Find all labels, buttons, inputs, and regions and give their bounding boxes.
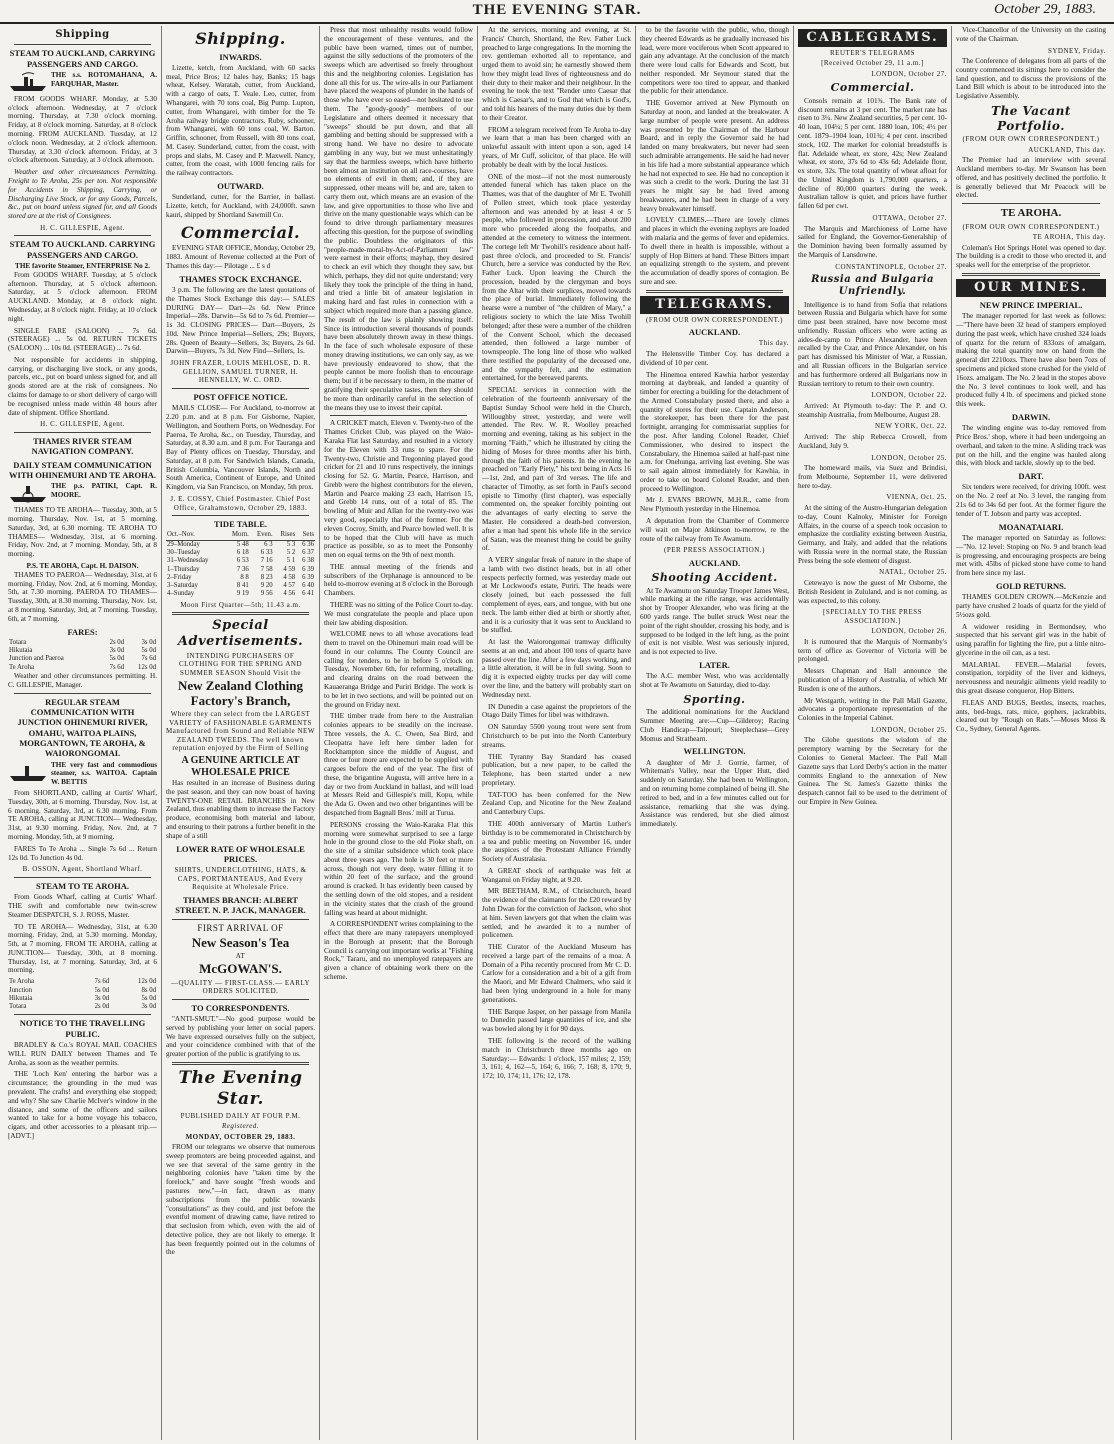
arrived-plymouth: Arrived: At Plymouth to-day: The P. and O. steamship Australia, from Melbourne, August 28.	[798, 401, 947, 419]
tide-row	[166, 582, 315, 590]
te-aroha-sub: (FROM OUR OWN CORRESPONDENT.)	[962, 222, 1100, 231]
special-line: [SPECIALLY TO THE PRESS ASSOCIATION.]	[822, 608, 923, 625]
hinemoa-kawhia: The Hinemoa entered Kawhia harbor yesterday morning at daybreak, and landed a quantity of timber for erecting a building for the detachment of the Armed Constabulary posted there, and also a quantity of stores for their use. Captain Anderson, the storekeeper, has been there for the past fortnight, arranging for commissariat supplies for the post. After landing Colonel Reader, Chief Commissioner, who desired to inspect the Constabulary, the Hinemoa sailed at half-past nine a.m. for Onehunga, arriving last evening. She was to sail again almost immediately for Kawhia, in order to take on board Colonel Reader, and then proceed to Wellington.	[640, 370, 789, 493]
ottawa-dateline: OTTAWA, October 27.	[872, 214, 947, 223]
later-text: The A.C. member West, who was accidentally shot at Te Awamutu on Saturday, died to-day.	[640, 672, 789, 690]
auckland-dateline: AUCKLAND, This day.	[1028, 145, 1106, 154]
enterprise-fares: SINGLE FARE (SALOON) ... 7s 6d. (STEERAGE) ... 5s 0d. RETURN TICKETS (SALOON) ... 10s 0d. (STEERAGE) ... 7s 6d.	[8, 326, 157, 353]
clothing-factory-title: New Zealand Clothing Factory's Branch,	[178, 678, 303, 708]
table-cell: 3s 0d	[141, 638, 156, 646]
te-aroha-timetable: THAMES TO PAEROA— Wednesday, 31st, at 6 morning. Friday, Nov. 2nd, at 6 morning. Monday, 5th, at 7.30 morning. PAEROA TO THAMES— Tuesday, 30th, at 8.30 morning. Thursday, Nov. 1st, at 8 morning. Saturday, 3rd, at 7 morning. Tuesday, 6th, at 7 morning.	[8, 570, 157, 623]
table-cell: 3s 0d	[141, 1003, 156, 1011]
patiki-timetable: THAMES TO TE AROHA— Tuesday, 30th, at 5 morning. Thursday, Nov. 1st, at 5 morning. Saturday, 3rd, at 6.30 morning. TE AROHA TO THAMES— Wednesday, 31st, at 6 morning. Friday, Nov. 2nd, at 7 morning. Monday, 5th, at 8 morning.	[8, 506, 157, 559]
masthead	[0, 0, 1114, 24]
tea-first-arrival: FIRST ARRIVAL OF	[197, 922, 284, 933]
russia-bulgaria-heading: Russia and Bulgaria Unfriendly.	[811, 274, 934, 298]
london-dateline-4: LONDON, October 26.	[871, 627, 947, 636]
table-cell: 6 37	[302, 548, 314, 556]
column-7	[952, 26, 1110, 1440]
reuter-line: REUTER'S TELEGRAMS	[830, 48, 915, 57]
tide-column-header: Even.	[250, 531, 274, 540]
vienna-text: At the sitting of the Austro-Hungarian delegation to-day, Count Kalnoky, Minister for Foreign Affairs, in the course of a speech took occasion to emphasize the cordiality existing between Austria, Germany, and Italy, and added that the relations with Russia were in the normal state, the Russian Press being the sole element of disgust.	[798, 503, 947, 565]
agent-signature: H. C. GILLESPIE, Agent.	[40, 420, 125, 429]
fare-row	[8, 655, 157, 663]
rotomahana-timetable: FROM GOODS WHARF. Monday, at 5.30 o'clock afternoon. Wednesday, at 7 o'clock morning. Thursday, at 7.30 o'clock morning. Friday, at 8 o'clock morning. Saturday, at 8 o'clock morning. FROM AUCKLAND. Tuesday, at 12 o'clock noon. Wednesday, at 2 o'clock afternoon. Thursday, at 3.30 o'clock afternoon. Friday, at 3 o'clock afternoon. Saturday, at 3 o'clock afternoon.	[8, 94, 157, 165]
funeral: ONE of the most—if not the most numerously attended funeral which has taken place on the Thames, was that of the daughter of Mr E. Twohill of Pollen street, which took place yesterday afternoon and was attended by at least 4 or 5 people, who followed in procession, and about 200 more who proceeded along the footpaths, and attended at the cemetery to witness the interment. The cortege left Mr Twohill's residence about half-past three o'clock, and proceeded to St. Francis' Church, here a service was conducted by the Rev. Father Luck. Upon leaving the Church the procession, headed by the clergyman and boys from the Altar with their surplices, moved towards the place of burial. Immediately following the hearse were a number of "the children of Mary," a religious society to which the late Miss Twohill belonged; after these were a number of the children of the Convent School, which the deceased attended, then followed a large number of townspeople. The long line of those who walked there testified the popularity of the deceased one, and the sympathy felt, and the estimation entertained, for the bereaved parents.	[482, 172, 631, 383]
divider	[14, 693, 151, 694]
barque-jasper: THE Barque Jasper, on her passage from Manila to Dunedin passed large quantities of ice, and she was bowled along by it for 90 days.	[482, 1007, 631, 1034]
table-cell: 5s 0d	[141, 647, 156, 655]
table-cell: 8 8	[240, 573, 249, 581]
table-cell: 7 36	[236, 565, 249, 573]
table-cell: 3s 0d	[109, 647, 125, 655]
shipping-heading: Shipping.	[195, 29, 286, 48]
paddle-steamer-icon	[8, 482, 48, 504]
table-cell: 6 39	[302, 573, 314, 581]
despatch-heading: STEAM TO TE AROHA.	[35, 880, 130, 891]
globe-text: The Globe questions the wisdom of the peremptory warning by the Secretary for the Colonies to General Macleer. The Pall Mall Gazette says that Lord Derby's action in the matter commits England to the annexation of New Guinea. The St. James's Gazette thinks the despatch cannot fail to be used to the detriment of our Empire in New Guinea.	[798, 736, 947, 806]
enterprise-note: Not responsible for accidents in shipping, carrying, or discharging live stock, or any goods, parcels, etc., put on board unless signed for, and all goods stored are at the risk of consignees. No claims for damage to or short delivery of cargo will be recognised unless made within 48 hours after date of shipment. Office Shortland.	[8, 355, 157, 417]
divider	[172, 1062, 309, 1065]
table-cell: 6 18	[236, 548, 249, 556]
trout: ON Saturday 5500 young trout were sent from Christchurch to be put into the North Canterbury streams.	[482, 723, 631, 749]
table-cell: 6 53	[236, 557, 249, 565]
table-cell: 5s 0d	[141, 994, 156, 1002]
table-cell: 30–Tuesday	[167, 548, 200, 556]
natal-dateline: NATAL, October 25.	[879, 568, 947, 577]
npi-heading: NEW PRINCE IMPERIAL.	[979, 299, 1083, 310]
baptist-anniversary: SPECIAL services in connection with the celebration of the fourteenth anniversary of the Baptist Sunday School were held in the Church, Willoughby street, yesterday, and were well attended. The Rev. W. R. Woolley preached morning and evening, taking as his subject in the morning "Faith," which he illustrated by citing the hiding of Moses for three months after his birth, through the faith of his parents. In the evening he preached on "Early Piety," his text being in Acts 16—1st, 2nd, and part of 3rd verses. The life and character of Timothy, as set forth in Paul's second epistle to Timothy (first chapter), was especially commented on, the speaker forcibly pointing out the advantages of early electing to serve the Master. He considered a death-bed conversion, after a man had spent his whole life in the service of Satan, was the meanest thing he could be guilty of.	[482, 386, 631, 553]
inwards-list: Lizette, ketch, from Auckland, with 60 sacks meal, Price Bros; 12 bales hay, Banks; 15 bags wheat, Kelsey. Waratah, cutter, from Auckland, with a cargo of oats, T. Veale. Leo, cutter, from Whangarei, with 70 tons coal, Big Pump. Lupton, cutter, from Whangarei, with timber for the Te Aroha railway bridge contractors. Ruby, schooner, from Whangarei, with 60 tons coal, W. Barton. Griffin, schooner, from Russell, with 80 tons coal, M. Casey. Sunderland, cutter, from the coast, with props and slabs, M. Casey and P. Maxwell. Nancy, cutter, from the coast, with 1000 fencing rails for the railway contractors.	[166, 63, 315, 178]
malarial-ad: MALARIAL FEVER.—Malarial fevers, constipation, torpidity of the liver and kidneys, nervousness and neuralgic ailments yield readily to this great disease conqueror, Hop Bitters.	[956, 660, 1106, 696]
telegrams-heading: TELEGRAMS.	[640, 296, 789, 314]
london-dateline-5: LONDON, October 25.	[871, 725, 947, 734]
commercial-text: EVENING STAR OFFICE, Monday, October 29, 1883. Amount of Revenue collected at the Port of Thames this day:— Pilotage ... £ s d	[166, 244, 315, 270]
table-cell: Junction	[9, 986, 33, 994]
clothing-body: Where they can select from the LARGEST VARIETY of FASHIONABLE GARMENTS Manufactured from Sound and Reliable NEW ZEALAND TWEEDS. The well known reputation enjoyed by the Firm of Selling	[166, 710, 315, 753]
divider	[14, 432, 151, 433]
table-cell: 6 40	[302, 582, 314, 590]
table-cell: 4 59	[283, 565, 296, 573]
table-cell: 4 56	[283, 590, 296, 598]
column-2	[162, 26, 320, 1440]
table-cell: 5s 0d	[109, 655, 125, 663]
clothing-intro: INTENDING PURCHASERS OF CLOTHING FOR THE SPRING AND SUMMER SEASON Should Visit the	[178, 651, 303, 677]
moanataiari-heading: MOANATAIARI.	[998, 521, 1064, 532]
stock-exchange-heading: THAMES STOCK EXCHANGE.	[179, 273, 302, 284]
timber-trade: THE timber trade from here to the Australian colonies appears to be steadily on the increase. Three vessels, the A. C. Owen, Sea Bird, and Cleopatra have left here timber laden for Rockhampton since the middle of August, and three or four more are expected to be supplied with cargoes before the end of the year. The first of these, the brigantine Augusta, will arrive here in a day or two from Auckland in ballast, and will load at Messrs Reid and Gillespie's mill, Kopu, while the Ada G. Owen and two other brigantines will be despatched from Bagnall Bros.' mill at Turua.	[324, 712, 473, 817]
table-cell: 2s 0d	[94, 1003, 110, 1011]
table-cell: Junction and Paeroa	[9, 655, 64, 663]
table-cell: 9 20	[260, 582, 273, 590]
table-cell: 7 16	[260, 557, 273, 565]
auckland-day: This day.	[758, 339, 789, 348]
table-cell: 5 2	[286, 548, 296, 556]
police-court: THERE was no sitting of the Police Court to-day. We must congratulate the people and place upon their law abiding disposition.	[324, 601, 473, 627]
ottawa-text: The Marquis and Marchioness of Lorne have sailed for England, the Governor-Generalship of the Dominion having been formally assumed by the Marquis of Lansdowne.	[798, 224, 947, 259]
helensville-dividend: The Helensville Timber Coy. has declared a dividend of 10 per cent.	[640, 349, 789, 367]
table-cell: 5 1	[286, 557, 296, 565]
loch-ken-ad: THE 'Loch Ken' entering the harbor was a circumstance; the grounding in the mud was prevalent. The crafts! and everything else stopped; and why? She saw Charlie McIver's window in the distance, and some of the officers and sailors wanted to take for a home voyage his tobacco, cigars, and other accessories to a pleasant trip.—[ADVT.]	[8, 1070, 157, 1140]
darwin-heading: DARWIN.	[1011, 411, 1051, 422]
tide-column-header: Oct.–Nov.	[166, 531, 224, 540]
table-cell: 7s 6d	[109, 663, 125, 671]
postmaster-signature: J. E. COSSY, Chief Postmaster. Chief Post Office, Grahamstown, October 29, 1883.	[170, 494, 311, 512]
divider	[172, 919, 309, 920]
table-cell: 4–Sunday	[167, 590, 195, 598]
walking-match-continued: to be the favorite with the public, who, though they cheered Edwards as he gradually increased his lead, were more vociferous when Scott appeared to gain any advantage. At the conclusion of the match there were loud calls for Edwards and Scott, but neither responded. Mr Seymour stated that the competitors were too tired to appear, and thanked the public for their attendance.	[640, 26, 789, 96]
cablegrams-heading: CABLEGRAMS.	[798, 29, 947, 47]
table-cell: 7s 6d	[141, 655, 156, 663]
wellington-heading: WELLINGTON.	[683, 746, 746, 757]
column-1	[4, 26, 162, 1440]
daily-steam-heading: DAILY STEAM COMMUNICATION WITH OHINEMURI AND TE AROHA.	[9, 459, 156, 480]
press-association: (PER PRESS ASSOCIATION.)	[664, 546, 765, 555]
fares-table	[8, 639, 157, 672]
table-cell: 9 56	[260, 590, 273, 598]
table-cell: 4 57	[283, 582, 296, 590]
tea-title: New Season's Tea	[191, 934, 290, 950]
post-office-text: MAILS CLOSE— For Auckland, to-morrow at 2.20 p.m. and at 8 p.m. For Gisborne, Napier, Wellington, and Southern Ports, on Wednesday. For Paeroa, Te Aroha, &c., on Tuesday, Thursday, and Saturday, at 8.30 a.m. and 8 p.m. For Tauranga and Bay of Plenty offices on Tuesday, Thursday, and Saturday, at 8 p.m. For Sandwich Islands, Canada, British Columbia, Vancouver Islands, North and South America, Continent of Europe, and United Kingdom, via San Francisco, on Monday, 5th prox.	[166, 404, 315, 492]
agent-signature: B. OSSON, Agent, Shortland Wharf.	[22, 865, 143, 874]
westgarth-text: Mr Westgarth, writing in the Pall Mall Gazette, advocates a proportionate representation of the Colonies in the Imperial Cabinet.	[798, 696, 947, 723]
fare-row	[8, 647, 157, 655]
newyork-dateline: NEW YORK, Oct. 22.	[875, 422, 947, 431]
rotomahana-name: THE s.s. ROTOMAHANA, A. FARQUHAR, Master.	[51, 70, 157, 88]
tide-row	[166, 590, 315, 598]
tide-column-header: Sets	[296, 531, 315, 540]
table-cell: Hikutaia	[9, 994, 33, 1002]
tide-table-heading: TIDE TABLE.	[213, 519, 268, 530]
table-cell: 6 39	[302, 565, 314, 573]
fares-note: Weather and other circumstances permitting. H. C. GILLESPIE, Manager.	[8, 671, 157, 689]
table-cell: 6 33	[260, 548, 273, 556]
tide-row	[166, 574, 315, 582]
table-cell: 2–Friday	[167, 573, 192, 581]
divider	[962, 273, 1100, 276]
table-cell: 3–Saturday	[167, 582, 198, 590]
tide-row	[166, 549, 315, 557]
london-dateline-2: LONDON, October 22.	[871, 391, 947, 400]
patiki-ad	[8, 482, 157, 504]
table-cell: 12s 0d	[138, 663, 156, 671]
fare-row	[8, 978, 157, 986]
waitoa-name: THE very fast and commodious steamer, s.s. WAITOA. Captain W. BETTIS	[51, 760, 157, 787]
table-cell: 6 38	[302, 557, 314, 565]
tide-row	[166, 557, 315, 565]
fares-heading: FARES:	[67, 626, 98, 637]
later-heading: LATER.	[699, 659, 730, 670]
wellington-text: A daughter of Mr J. Gorrie, farmer, of Whiteman's Valley, near the Upper Hutt, died suddenly on Saturday. She had been to Wellington, and on returning home complained of being ill. She retired to bed, and in a few minutes called out for assistance, remarking that she was dying. Assistance was rendered, but she died almost immediately.	[640, 758, 789, 829]
post-office-heading: POST OFFICE NOTICE.	[193, 391, 288, 402]
clothing-shirts: SHIRTS, UNDERCLOTHING, HATS, & CAPS, PORTMANTEAUS, And Every Requisite at Wholesale Price.	[174, 866, 307, 892]
outward-list: Sunderland, cutter, for the Barrier, in ballast. Lizette, ketch, for Auckland, with 24,000ft. sawn kauri, shipped by Shortland Sawmill Co.	[166, 193, 315, 219]
dart-heading: DART.	[1018, 471, 1044, 482]
lovely-climes-ad: LOVELY CLIMES.—There are lovely climes and places in which the evening zephyrs are loaded with malaria and the germs of fever and epidemics. To dwell there in health is impossible, without a supply of Hop Bitters at hand. These Bitters impart an equalizing strength to the system, and prevent the accumulation of deadly spores of contagion. Be sure and see.	[640, 216, 789, 286]
table-cell: 1–Thursday	[167, 565, 200, 573]
table-cell: 5s 0d	[94, 986, 110, 994]
moon-phase: Moon First Quarter—5th; 11.43 a.m.	[180, 600, 301, 609]
fare-row	[8, 987, 157, 995]
russia-bulgaria-text: Intelligence is to hand from Sofia that relations between Russia and Bulgaria which have for some time past been strained, have now become most unfriendly. Russian officers who were acting as aides-de-camp to Prince Alexander, have been recalled by the Czar, and Prince Alexander, on his part has dismissed his Minister of War, a Russian, and all Russian officers in the Bulgarian service and has furthermore ordered all Bulgarians now in Russian territory to return to their own country.	[798, 300, 947, 388]
tea-body: —QUALITY — FIRST-CLASS.— EARLY ORDERS SOLICITED.	[170, 978, 310, 996]
walking-match: THE following is the record of the walking match in Christchurch three months ago on Saturday:— Edwards: 1 o'clock, 157 miles; 2, 159; 3, 161; 4, 162—5, 164; 6, 166; 7, 168; 8, 170; 9, 172; 10, 174; 11, 176; 12, 178.	[482, 1036, 631, 1081]
auckland-heading: AUCKLAND.	[688, 327, 741, 338]
divider	[172, 388, 309, 389]
issue-date: October 29, 1883.	[994, 2, 1096, 17]
tide-column-header: Rises	[274, 531, 297, 540]
table-cell: Te Aroha	[9, 663, 35, 671]
dart-text: Six tenders were received, for driving 100ft. west on the No. 2 reef at No. 3 level, the ranging from 21s 6d to 34s 6d per foot. At the former figure the tender of T. Jobson and party was accepted.	[956, 483, 1106, 518]
column-6	[794, 26, 952, 1440]
divider	[14, 235, 151, 236]
waitoa-ad	[8, 761, 157, 787]
orphanage-meeting: THE annual meeting of the friends and subscribers of the Orphanage is announced to be held to-morrow evening at 8 o'clock in the Borough Chambers.	[324, 562, 474, 598]
tide-table	[166, 531, 315, 598]
column-4	[478, 26, 636, 1440]
shooting-heading: Shooting Accident.	[651, 571, 778, 585]
received-line: [Received October 29, 11 a.m.]	[821, 59, 924, 68]
table-cell: 4 58	[283, 573, 296, 581]
divider	[172, 612, 309, 615]
vacant-portfolio-text: The Premier had an interview with several Auckland members to-day. Mr Swanson has been offered, and has positively declined the portfolio. It is generally believed that Mr Peacock will be elected.	[956, 156, 1106, 200]
clothing-lower: LOWER RATE OF WHOLESALE PRICES.	[176, 843, 305, 864]
constantinople-dateline: CONSTANTINOPLE, October 27.	[835, 262, 947, 271]
commercial-heading: Commercial.	[180, 222, 301, 242]
auckland-heading: STEAM TO AUCKLAND, CARRYING PASSENGERS AND CARGO.	[9, 48, 156, 69]
table-cell: 7s 6d	[94, 978, 110, 986]
table-cell: 8 23	[260, 573, 273, 581]
thames-navigation-heading: THAMES RIVER STEAM NAVIGATION COMPANY.	[31, 435, 134, 457]
enterprise-timetable: From GOODS WHARF. Tuesday, at 5 o'clock afternoon. Thursday, at 5 o'clock afternoon. Saturday, at 5 o'clock afternoon. FROM AUCKLAND. Monday, at 8 o'clock night. Wednesday, at 8 o'clock night. Friday, at 10 o'clock night.	[8, 270, 157, 323]
table-cell: 2s 0d	[109, 638, 125, 646]
our-mines-heading: OUR MINES.	[956, 279, 1106, 297]
steamship-icon	[8, 761, 48, 783]
te-aroha-telegram: FROM a telegram received from Te Aroha to-day we learn that a man has been charged with an unlawful assault with intent upon a son, aged 14 years, of Mr Cuff, solicitor, of that place. He will probably be dealt with by the local Justices.	[482, 125, 631, 169]
fare-row	[8, 995, 157, 1003]
arrived-rebecca: Arrived: The ship Rebecca Crowell, from Auckland, July 9.	[798, 433, 947, 450]
tramway: At last the Waiorongomai tramway difficulty seems at an end, and about 100 tons of quartz have passed over the line. After a few days working, and a little alteration, it will be in full swing. Soon to dig it is expected eighty trucks per day will come over the line, and the battery will probably start on Wednesday next.	[482, 638, 631, 699]
despatch-fares-table	[8, 978, 157, 1011]
museum-moa: THE Curator of the Auckland Museum has received a large part of the remains of a moa. A Domain of a Piha recently procured from Mr C. D. Carlow for a consideration and a bit of a gift from the Maori, and Mr Edward Chalmers, who said it had been lying underground in a hole for many generations.	[482, 943, 631, 1004]
tide-column-header: Morn.	[224, 531, 249, 540]
divider	[646, 290, 783, 293]
tea-shop: McGOWAN'S.	[199, 961, 282, 977]
subsidence: PERSONS crossing the Waio-Karaka Flat this morning were somewhat surprised to see a large hole in the ground close to the old Pioke shaft, on the site of a similar subsidence which took place about three years ago. The hole is 30 feet or more across, though not very deep, water filling it to within 20 feet of the surface, and the ground around is cracked. It has evidently been caused by the settling down of the old stopes, and a resident in the vicinity states that the crash of the ground falling was heard at about midnight.	[324, 820, 473, 917]
shipping-heading: Shipping	[55, 29, 110, 40]
vacant-sub: (FROM OUR OWN CORRESPONDENT.)	[962, 135, 1100, 144]
clothing-genuine: A GENUINE ARTICLE AT WHOLESALE PRICE	[181, 754, 300, 778]
table-cell: Totara	[9, 1003, 27, 1011]
table-cell: 7 58	[260, 565, 273, 573]
regular-steam-heading: REGULAR STEAM COMMUNICATION WITH JUNCTION OHINEMURI RIVER, OMAHU, WAITOA PLAINS, MORGANTOWN, TE AROHA, & WAIORONGOMAI.	[17, 696, 148, 759]
table-cell: Hikutaia	[9, 647, 33, 655]
table-cell: 31–Wednesday	[167, 557, 209, 565]
weather-note: Weather and other circumstances Permitting. Freight to Te Aroha, 25s per ton. Not responsible for Accidents in Shipping, Carrying, or Discharging Live Stock, or for any Goods, Parcels, &c., put on board unless signed for, and all Goods stored are at the risk of Consignees.	[8, 168, 157, 221]
table-cell: 12s 0d	[138, 978, 156, 986]
vienna-dateline: VIENNA, Oct. 25.	[886, 493, 947, 502]
clothing-more: Has resulted in an increase of Business during the past season, and they can now boast of having TWENTY-ONE RETAIL BRANCHES in New Zealand, thus enabling them to increase the Factory produce, economising both material and labour, and ensuring to their patrons a further benefit in the shape of a still	[166, 779, 315, 840]
london-dateline-3: LONDON, October 25.	[871, 453, 947, 462]
chamber-deputation: A deputation from the Chamber of Commerce will wait on Major Atkinson to-morrow, re the route of the railway from Te Awamutu.	[640, 517, 789, 543]
darwin-text: The winding engine was to-day removed from Price Bros.' shop, where it had been undergoing an overhaul, and taken to the mine. A sliding track was put on the hill, and the engine was hauled along this, with block and tackle, slowly up to the bed.	[956, 424, 1106, 468]
special-ads-heading: Special Advertisements.	[177, 618, 304, 650]
divider	[172, 999, 309, 1000]
divider	[14, 1014, 151, 1015]
fare-row	[8, 1003, 157, 1011]
fare-row	[8, 664, 157, 672]
gold-returns-heading: GOLD RETURNS.	[996, 580, 1066, 591]
leader-continued: Press that most unhealthy results would follow the encouragement of these ventures, and the public have been warned, times out of number, against the silly seductions of the promoters of the sweeps which are advertised so freely throughout this and the neighboring colonies. Legislation has done all this for us. The wire-alls in our Parliament have placed the weapons of plunder in the hands of those who have ever so eased—not hesitated to use them. The "goody-goody" members of our Legislature and others deemed it necessary that "sweeps" should be put down, and that all gambling and betting should be suppressed with a strong hand. We have no desire to advocate gambling in any way, but we must unhesitatingly say that the harmless sweeps, which have hitherto been almost an institution on all race-courses, have no elements of evil in them; and, if they are suppressed, other means will be, and are, taken to carry them out, which means are an evasion of the law, and give opportunities to those who live and thrive on the many questionable ways which can be found to drive through parliamentary measures affecting this question, for the purpose of swindling the public. Doubtless the originators of this "people-made-moral-by-Act-of-Parliament law" were earnest in their efforts; mayhap, they desired to check an evil which they thought they saw, but which, perhaps, they did not quite understand; very likely they took the principle of the thing in hand, and tried a little bit of amateur legislation in making hard and fast rules in connection with a subject which required more than a passing glance. The result of the law is plainly showing itself. Since its introduction several thousands of pounds have been absolutely thrown away in these things. In the face of such wholesale exposure of these money drawing institutions, we can only say, as we have previously endeavored to show, that the people cannot be more foolish than to encourage them; but if it be necessary to them, in the matter of gratifying their speculative tastes, then they should be more than ordinarily careful in the selection of the means they use to invest their capital.	[324, 26, 473, 412]
waitoa-fares: FARES To Te Aroha ... Single 7s 6d ... Return 12s 0d. To Junction 4s 0d.	[8, 844, 157, 862]
agent-signature: H. C. GILLESPIE, Agent.	[40, 223, 125, 232]
divider	[962, 203, 1100, 204]
patiki-name: THE p.s. PATIKI, Capt. R. MOORE.	[51, 482, 157, 500]
cricket-match: A CRICKET match, Eleven v. Twenty-two of the Thames Cricket Club, was played on the Waio-Karaka Flat last Saturday, and resulted in a victory for the Eleven with 33 runs to spare. For the Twenty-two, Christie and Tregonning played good cricket for 21 and 10 runs respectively, the innings closing for 52. G. Martin, Pearce, Harrison, and Grebb were the highest contributors for the eleven, Martin and Pearce making 23 each, Harrison 15, and Grebb 14 runs, out of a total of 85. The bowling of Muir and Allan for the twenty-two was very good, especially that of the former. For the eleven Cocroy, Smith, and Pearce bowled well. It is to be hoped that the Club will have as much practice as possible, so as to meet the Ponsonby men on equal terms on the 9th of next month.	[324, 419, 473, 560]
npi-text: The manager reported for last week as follows:—"There have been 32 head of stampers employed during the past week, which have crushed 324 loads of quartz for the return of 833ozs of amalgam, making the total quantity now on hand from the general dirt 2210ozs. There have also been 7ozs of specimens and picked stone crushed for the yield of 16ozs. amalgam. The No. 2 lead in the stopes above the No. 3 level continues to look well, and has produced fully 4 lb. of specimens and picked stone this week.	[956, 312, 1106, 409]
road-tenders: WELCOME news to all whose avocations lead them to travel on the Ohinemuri main road will be found in our columns. The County Council are calling for tenders, to be in before 5 o'clock on Tuesday, November 6th, for reforming, metalling, and clearing drains on the road between the Kauaeranga Bridge and Puriri Bridge. The work is to be let in two sections, and will be pointed out on the ground on Friday next.	[324, 630, 473, 709]
cup-nominations: TAT-TOO has been conferred for the New Zealand Cup, and Nicotine for the New Zealand and Canterbury Cups.	[482, 790, 631, 817]
vacant-portfolio-heading: The Vacant Portfolio.	[991, 104, 1071, 133]
despatch-intro: From Goods Wharf, calling at Curtis' Wharf. THE swift and comfortable new twin-screw Steamer DESPATCH, S. J. ROSS, Master.	[8, 893, 157, 919]
history-text: Messrs Chapman and Hall announce the publication of a History of Australia, of which Mr Rusden is one of the authors.	[798, 667, 947, 693]
correspondent-complaint: A CORRESPONDENT writes complaining to the effect that there are many ratepayers unemployed in the Borough at present; that the Borough Council is carrying out important works at "Fishing Rock," Tararu, and no unemployed ratepayers are given a chance of obtaining work there on the scheme.	[324, 920, 474, 982]
page-columns	[4, 26, 1110, 1440]
divider	[14, 877, 151, 878]
telegrams-sub: (FROM OUR OWN CORRESPONDENT.)	[646, 315, 783, 324]
leader-date: MONDAY, OCTOBER 29, 1883.	[185, 1132, 296, 1141]
leader-text: FROM our telegrams we observe that numerous sweep promoters are being proceeded against, and we see that several of the same gentry in the neighboring colonies have "taken time by the forelock," and have sought "fresh woods and pastures new,"—in fact, drawn as many subscriptions from the public towards "consultations" as they could, and just before the eventful moment of drawing came, have retired to that seclusion from which, even with the aid of detective police, they are not likely to emerge. It has been frequently pointed out in the columns of the	[166, 1143, 315, 1257]
divider	[14, 44, 151, 45]
table-cell: 29–Monday	[167, 540, 200, 548]
clothing-branch: THAMES BRANCH: ALBERT STREET. N. P. JACK, MANAGER.	[175, 894, 306, 916]
london-dateline: LONDON, October 27.	[871, 69, 947, 78]
reward-claim: MR BEETHAM, R.M., of Christchurch, heard the evidence of the claimants for the £20 reward by John Dwan for the conviction of Jackson, who shot at him. Seven lawyers got that when the claim was settled, and he awarded it to a number of policemen.	[482, 887, 631, 940]
commercial-heading: Commercial.	[830, 81, 915, 95]
auckland-heading-2: AUCKLAND.	[688, 557, 741, 568]
homeward-mails: The homeward mails, via Suez and Brindisi, from Melbourne, September 11, were delivered here to-day.	[798, 464, 947, 490]
enterprise-name: THE favorite Steamer, ENTERPRISE No 2.	[15, 262, 150, 271]
luther-anniversary: THE 400th anniversary of Martin Luther's birthday is to be commemorated in Christchurch by a tea and public meeting on November 16, under the auspices of the Protestant Alliance Friendly Society of Australasia.	[482, 819, 631, 864]
outward-heading: OUTWARD.	[217, 181, 264, 192]
registered-line: Registered.	[222, 1122, 259, 1131]
waitoa-timetable: From SHORTLAND, calling at Curtis' Wharf, Tuesday, 30th, at 6 morning. Thursday, Nov. 1st, at 6 morning. Saturday, 3rd, at 6.30 morning. From TE AROHA, calling at JUNCTION— Wednesday, 31st, at 9.30 morning. Friday, Nov. 2nd, at 7 morning. Monday, 5th, at 9 morning.	[8, 789, 157, 841]
column-3	[320, 26, 478, 1440]
dunedin-libel: IN Dunedin a case against the proprietors of the Otago Daily Times for libel was withdrawn.	[482, 702, 631, 720]
brokers-list: JOHN FRAZER, LOUIS MEHLOSE, D. R. GELLION, SAMUEL TURNER, H. HENNELLY, W. C. ORD.	[170, 359, 311, 385]
divider	[172, 515, 309, 516]
stock-exchange-text: 3 p.m. The following are the latest quotations of the Thames Stock Exchange this day:— SALES DURING DAY— Dart—2s 6d. New Prince Imperial—28s. Darwin—5s 6d to 7s 6d. Premier—1s 3d. CLOSING PRICES— Dart—Buyers, 2s 10d. New Prince Imperial—Sellers, 29s; Buyers, 28s. Queen of Beauty—Sellers, 3s; Buyers, 2s 6d. Darwin—Buyers, 7s 3d. New Find—Sellers, 1s.	[166, 285, 315, 356]
rotomahana-ad	[8, 71, 157, 93]
evening-star-heading: The Evening Star.	[178, 1068, 303, 1109]
shooting-accident: At Te Awamutu on Saturday Trooper James West, while marking at the rifle range, was accidentally shot by Trooper Alexander, who was firing at the 600 yards range. The bullet struck West near the point of the right shoulder, crossing his body, and is supposed to be lodged in the left lung, as the point of exit is not visible. West was seriously injured, and is not expected to live.	[640, 586, 789, 657]
tide-row	[166, 566, 315, 574]
correspondents-heading: TO CORRESPONDENTS.	[191, 1002, 290, 1013]
evans-brown: Mr J. EVANS BROWN, M.H.R., came from New Plymouth yesterday in the Hinemoa.	[640, 496, 789, 514]
earthquake: A GREAT shock of earthquake was felt at Wanganui on Friday night, at 9.20.	[482, 866, 631, 884]
newspaper-title: THE EVENING STAR.	[472, 2, 642, 18]
tea-at: AT	[235, 951, 246, 960]
table-cell: 5 48	[236, 540, 249, 548]
tide-row	[166, 540, 315, 549]
table-cell: 6 36	[302, 540, 314, 548]
vice-chancellor: Vice-Chancellor of the University on the casting vote of the Chairman.	[956, 26, 1106, 43]
fleas-ad: FLEAS AND BUGS, Beetles, insects, roaches, ants, bed-bugs, rats, mice, gophers, jackrabbits, cleared out by "Rough on Rats."—Moses Moss & Co., Sydney, General Agents.	[956, 698, 1106, 734]
enterprise-heading: STEAM TO AUCKLAND. CARRYING PASSENGERS AND CARGO.	[9, 239, 156, 260]
sydney-dateline: SYDNEY, Friday.	[1047, 46, 1106, 55]
steamship-icon	[8, 71, 48, 93]
land-conference: The Conference of delegates from all parts of the country commenced its sittings here to consider the land question, and to discuss the provisions of the Land Bill which is about to be introduced into the Legislative Assembly.	[956, 57, 1106, 101]
published-line: PUBLISHED DAILY AT FOUR P.M.	[180, 1111, 301, 1120]
commercial-cable: Consols remain at 101¾. The Bank rate of discount remains at 3 per cent. The market rate has risen to 3¼. New Zealand securities, 5 per cent. 10-40 loan, 104¼; 5 per cent. 1880 loan, 106; 4½ per cent. 1879–1904 loan, 101¾; 4 per cent. inscribed stock, 102. The market for colonial breadstuffs is flat. Adelaide wheat, ex store, 42s; New Zealand wheat, ex store, 37s 6d to 43s 6d; Adelaide flour, ex store, 32s. The total quantity of wheat afloat for the United Kingdom is 1,790,000 quarters, a decline of 80,000 quarters during the week. Australian tallow is quiet, and prices have further fallen 6d per cwt.	[798, 96, 947, 211]
divider	[330, 415, 467, 416]
te-aroha-heading: TE AROHA.	[1000, 207, 1062, 220]
gold-returns-text: THAMES GOLDEN CROWN.—McKenzie and party have crushed 2 loads of quartz for the yield of 5½ozs gold.	[956, 593, 1106, 619]
table-cell: 8s 0d	[141, 986, 156, 994]
table-cell: Te Aroha	[9, 978, 35, 986]
column-5	[636, 26, 794, 1440]
natal-text: Cetewayo is now the guest of Mr Osborne, the British Resident in Zululand, and is not coming, as was expected, to this colony.	[798, 578, 947, 605]
bradley-coaches-ad: BRADLEY & Co.'s ROYAL MAIL COACHES WILL RUN DAILY between Thames and Te Aroha, as soon as the weather permits.	[8, 1041, 157, 1067]
despatch-timetable: TO TE AROHA— Wednesday, 31st, at 6.30 morning. Friday, 2nd, at 5.30 morning. Monday, 5th, at 7 morning. FROM TE AROHA, calling at JUNCTION— Tuesday, 30th, at 8 morning. Thursday, 1st, at 7 morning. Saturday, 3rd, at 6 morning.	[8, 922, 157, 975]
correspondents-text: "ANTI-SMUT."—No good purpose would be served by publishing your letter on social papers. We have expressed ourselves fully on the subject, and your coincidence combined with that of the greater portion of the public is gratifying to us.	[166, 1015, 315, 1059]
fare-row	[8, 639, 157, 647]
sporting-heading: Sporting.	[683, 692, 746, 706]
table-cell: 6 41	[302, 590, 314, 598]
governor-new-plymouth: THE Governor arrived at New Plymouth on Saturday at noon, and landed at the breakwater. A large number of people were present. An address was presented by the Chairman of the Harbour Board, and in reply the Governor said he had landed on many breakwaters, but never had seen such admirable arrangements. He said he had never in his life had a more substantial appearance which he had not expected to see. He had no conception it was such a credit to the work. During the last 31 years he might say he had lived among breakwaters, and he had been in charge of a very heavy breakwater himself.	[640, 99, 789, 213]
te-aroha-dateline: TE AROHA, This day.	[1032, 233, 1106, 242]
two-headed-lamb: A VERY singular freak of nature in the shape of a lamb with two distinct heads, but in all other respects perfectly formed, was yesterday made out at Mr Lockwood's estate, Puriri. The heads were closely joined, but each possessed the full complement of eyes, ears, and tongue, with but one neck. The lamb either died at birth or shortly after, and it is a curiosity that it was sent to Auckland to be stuffed.	[482, 556, 631, 635]
table-cell: 3s 0d	[94, 994, 110, 1002]
moanataiari-text: The manager reported on Saturday as follows:—"No. 12 level: Stoping on No. 9 and branch lead is progressing, and encouraging prospects are being met with. 45lbs of picked stone have come to hand from here since my last.	[956, 533, 1106, 578]
te-aroha-ship-name: P.S. TE AROHA, Capt. H. DAISON.	[26, 562, 139, 571]
table-cell: 5 3	[286, 540, 296, 548]
church-services: At the services, morning and evening, at St. Francis' Church, Shortland, the Rev. Father Luck preached to large congregations. In the morning the rev. gentleman exhorted all to repentance, and urged them to avoid sin; he earnestly showed them how they might lead lives of righteousness and do their duty to their maker and their neighbour. In the evening he took the text "Render unto Caesar that which is Caesar's, and to God that which is God's, and told his hearers of the many duties due by them to their Creator.	[482, 26, 631, 122]
inwards-heading: INWARDS.	[219, 51, 262, 62]
widower-story: A widower residing in Bermondsey, who suspected that his servant girl was in the habit of using paraffin for lighting the fire, put a little nitro-glycerine in the oil can, as a test.	[956, 622, 1106, 657]
table-cell: Totara	[9, 638, 27, 646]
table-cell: 6 3	[264, 540, 273, 548]
normanby-text: It is rumoured that the Marquis of Normanby's term of office as Governor of Victoria will be prolonged.	[798, 637, 947, 664]
telephone-paper: THE Tyranny Bay Standard has ceased publication, but a new paper, to be called the Telephone, has been started under a new proprietary.	[482, 752, 631, 787]
table-cell: 8 41	[236, 582, 249, 590]
notice-heading: NOTICE TO THE TRAVELLING PUBLIC.	[19, 1018, 146, 1039]
table-cell: 9 19	[236, 590, 249, 598]
sporting-text: The additional nominations for the Auckland Summer Meeting are:—Cup—Gilderoy; Racing Club Handicap—Taipouri; Steeplechase—Grey Momus and Strathearn.	[640, 708, 789, 743]
te-aroha-text: Coleman's Hot Springs Hotel was opened to day. The building is a credit to those who erected it, and speaks well for the enterprise of the proprietor.	[956, 243, 1106, 270]
